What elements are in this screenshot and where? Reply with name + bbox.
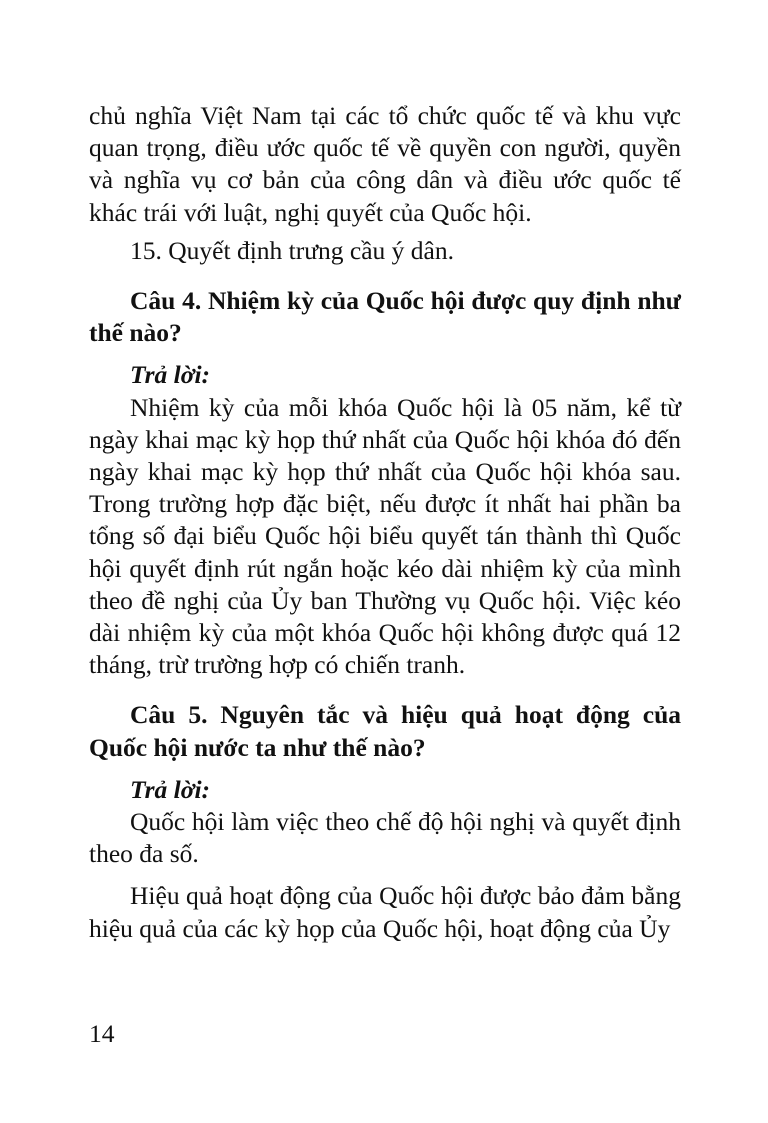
question-5-answer-paragraph-2: Hiệu quả hoạt động của Quốc hội được bảo đảm bằng hiệu quả của các kỳ họp của Quốc hội, hoạt động của Ủy	[89, 881, 681, 943]
question-5-answer-paragraph-1: Quốc hội làm việc theo chế độ hội nghị và quyết định theo đa số.	[89, 807, 681, 869]
continuation-paragraph: chủ nghĩa Việt Nam tại các tổ chức quốc tế và khu vực quan trọng, điều ước quốc tế về quyền con người, quyền và nghĩa vụ cơ bản của công dân và điều ước quốc tế khác trái với luật, nghị quyết của Quốc hội.	[89, 101, 681, 227]
page-body	[89, 100, 681, 945]
question-5-heading: Câu 5. Nguyên tắc và hiệu quả hoạt động của Quốc hội nước ta như thế nào?	[89, 700, 681, 762]
list-item-15: 15. Quyết định trưng cầu ý dân.	[130, 235, 455, 265]
question-4-answer-label: Trả lời:	[130, 360, 211, 390]
question-4-answer: Nhiệm kỳ của mỗi khóa Quốc hội là 05 năm, kể từ ngày khai mạc kỳ họp thứ nhất của Quốc hội khóa đó đến ngày khai mạc kỳ họp thứ nhất của Quốc hội khóa sau. Trong trường hợp đặc biệt, nếu được ít nhất hai phần ba tổng số đại biểu Quốc hội biểu quyết tán thành thì Quốc hội quyết định rút ngắn hoặc kéo dài nhiệm kỳ của mình theo đề nghị của Ủy ban Thường vụ Quốc hội. Việc kéo dài nhiệm kỳ của một khóa Quốc hội không được quá 12 tháng, trừ trường hợp có chiến tranh.	[89, 392, 681, 680]
question-4-heading: Câu 4. Nhiệm kỳ của Quốc hội được quy định như thế nào?	[89, 286, 681, 348]
question-5-answer-label: Trả lời:	[130, 774, 211, 804]
page-number: 14	[89, 1019, 115, 1048]
